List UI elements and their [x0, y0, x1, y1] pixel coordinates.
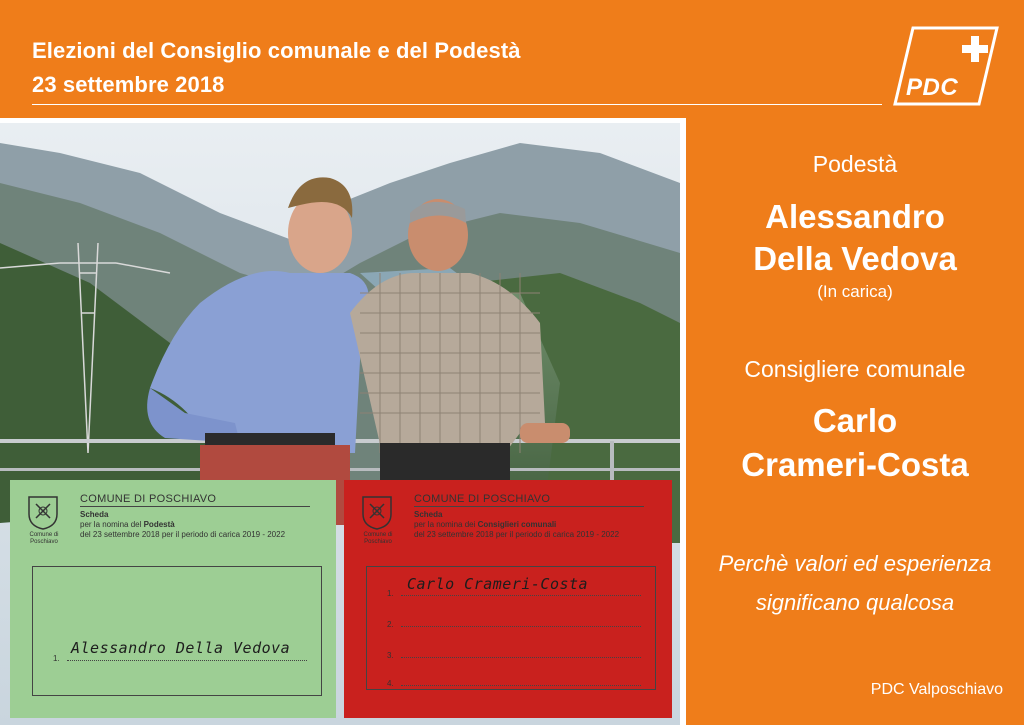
ballot-line-number: 1.	[53, 654, 60, 663]
ballot-desc-office: Podestà	[143, 520, 175, 529]
ballot-description	[414, 520, 619, 540]
header-title	[32, 34, 521, 102]
ballot-header-rule	[80, 506, 310, 507]
footer-signature: PDC Valposchiavo	[870, 681, 1003, 698]
header-title-line2: 23 settembre 2018	[32, 72, 225, 97]
ballot-line-number: 1.	[387, 589, 394, 598]
ballot-commune: COMUNE DI POSCHIAVO	[414, 493, 551, 505]
ballot-dotted-line	[401, 657, 641, 658]
ballot-dotted-line	[401, 685, 641, 686]
ballot-consiglieri	[344, 480, 672, 718]
header-divider	[32, 104, 882, 105]
logo-text: PDC	[906, 74, 959, 101]
ballot-vote-box	[32, 566, 322, 696]
header-title-line1: Elezioni del Consiglio comunale e del Podestà	[32, 38, 521, 63]
crest-caption: Comune di Poschiavo	[363, 532, 393, 545]
ballot-scheda: Scheda	[414, 510, 443, 519]
candidate2-first-name: Carlo	[812, 402, 898, 439]
coat-of-arms-icon	[26, 494, 60, 530]
ballot-vote-box	[366, 566, 656, 690]
ballot-line-number: 3.	[387, 651, 394, 660]
slogan-line1: Perchè valori ed esperienza	[718, 551, 992, 576]
role-consigliere: Consigliere comunale	[744, 356, 966, 382]
ballot-dotted-line	[67, 660, 307, 661]
ballot-dotted-line	[401, 595, 641, 596]
crest-caption: Comune di Poschiavo	[29, 532, 59, 545]
candidate1-note: (In carica)	[817, 282, 893, 301]
ballot-desc-prefix: per la nomina del	[80, 520, 144, 529]
ballot-dotted-line	[401, 626, 641, 627]
ballot-handwritten-name: Alessandro Della Vedova	[71, 639, 291, 657]
coat-of-arms-icon	[360, 494, 394, 530]
slogan-line2: significano qualcosa	[755, 590, 955, 615]
ballot-commune: COMUNE DI POSCHIAVO	[80, 493, 217, 505]
ballot-desc-prefix: per la nomina dei	[414, 520, 478, 529]
ballot-line-number: 2.	[387, 620, 394, 629]
ballot-desc-date: del 23 settembre 2018 per il periodo di carica 2019 - 2022	[80, 530, 286, 539]
ballot-desc-date: del 23 settembre 2018 per il periodo di carica 2019 - 2022	[414, 530, 620, 539]
ballot-podesta	[10, 480, 336, 718]
ballot-description	[80, 520, 285, 540]
ballot-line-number: 4.	[387, 679, 394, 688]
ballot-header-rule	[414, 506, 644, 507]
ballot-desc-office: Consiglieri comunali	[477, 520, 557, 529]
role-podesta: Podestà	[812, 151, 898, 177]
candidate2-last-name: Crameri-Costa	[741, 446, 969, 483]
ballot-scheda: Scheda	[80, 510, 109, 519]
candidates-panel	[686, 118, 1024, 725]
candidate1-first-name: Alessandro	[765, 198, 945, 235]
candidate1-last-name: Della Vedova	[753, 240, 957, 277]
ballot-handwritten-name: Carlo Crameri-Costa	[407, 575, 589, 593]
